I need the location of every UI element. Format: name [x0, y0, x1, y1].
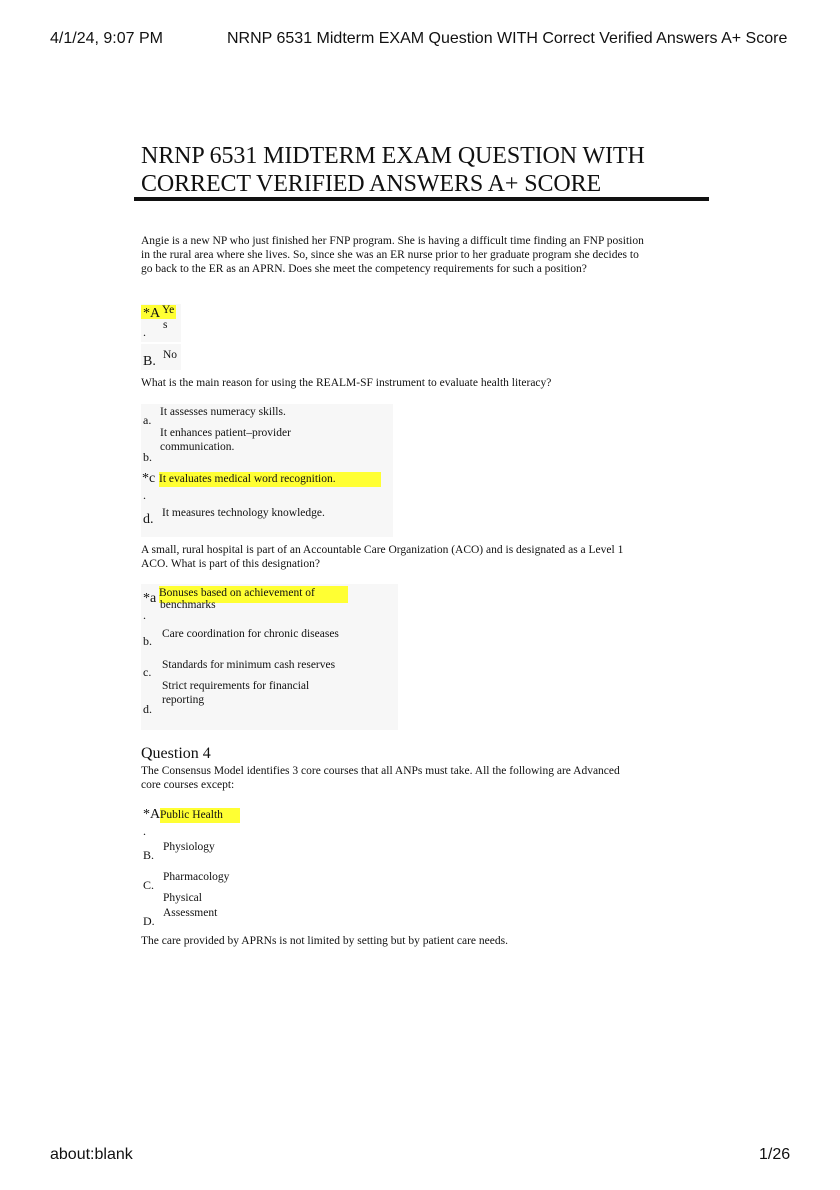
question-4-option-d-text: Physical	[163, 892, 202, 904]
question-3-option-d-text-cont: reporting	[162, 694, 205, 706]
question-2-text: What is the main reason for using the REALM-SF instrument to evaluate health literacy?	[141, 377, 552, 389]
question-2-option-a-marker: a.	[143, 413, 152, 427]
question-2-option-b-text-cont: communication.	[160, 441, 235, 453]
question-4-option-c-marker: C.	[143, 878, 155, 892]
question-1-option-a-text-cont: s	[163, 319, 168, 331]
question-4-option-a-marker: *A	[143, 807, 161, 822]
print-document-title: NRNP 6531 Midterm EXAM Question WITH Correct Verified Answers A+ Score	[227, 30, 788, 47]
question-2-option-a-text: It assesses numeracy skills.	[160, 406, 286, 418]
question-5-text: The care provided by APRNs is not limited by setting but by patient care needs.	[141, 935, 508, 947]
question-4-option-b-marker: B.	[143, 848, 155, 862]
question-3-option-c-text: Standards for minimum cash reserves	[162, 659, 336, 671]
question-4-option-d-marker: D.	[143, 914, 155, 928]
question-3-option-a-text: Bonuses based on achievement of	[159, 586, 348, 603]
page-title-line-1: NRNP 6531 MIDTERM EXAM QUESTION WITH	[141, 143, 645, 169]
question-3-option-a-dot: .	[143, 608, 146, 622]
question-4-text: The Consensus Model identifies 3 core courses that all ANPs must take. All the following are Advanced core courses except:	[141, 765, 620, 791]
question-1-option-b-marker: B.	[143, 354, 156, 369]
page-number: 1/26	[759, 1146, 791, 1163]
question-1-text: Angie is a new NP who just finished her FNP program. She is having a difficult time finding an FNP position in the rural area where she lives. So, since she was an ER nurse prior to her graduate program she decides to go back to the ER as an APRN. Does she meet the competency requirements for such a position?	[141, 235, 644, 275]
question-3-option-a-marker: *a	[143, 591, 157, 606]
question-2-option-b-text: It enhances patient–provider	[160, 427, 291, 439]
question-2-option-b-marker: b.	[143, 450, 152, 464]
question-3-option-c-marker: c.	[143, 665, 152, 679]
print-url: about:blank	[50, 1146, 133, 1163]
question-2-option-d-text: It measures technology knowledge.	[162, 507, 325, 519]
question-2-option-d-marker: d.	[143, 512, 154, 527]
question-3-option-b-marker: b.	[143, 634, 152, 648]
question-4-option-a-text: Public Health	[160, 808, 240, 823]
question-3-option-a-text-cont: benchmarks	[160, 599, 216, 611]
question-3-option-b-text: Care coordination for chronic diseases	[162, 628, 339, 640]
page-title-line-2: CORRECT VERIFIED ANSWERS A+ SCORE	[141, 171, 602, 197]
print-datetime: 4/1/24, 9:07 PM	[50, 30, 163, 47]
question-2-option-c-dot: .	[143, 488, 146, 502]
question-1-option-a-marker: *A	[143, 306, 161, 321]
question-1-option-a-text: Ye	[162, 304, 175, 316]
question-4-option-a-dot: .	[143, 824, 146, 838]
question-1-option-a-dot: .	[143, 325, 146, 339]
question-4-heading: Question 4	[141, 745, 211, 762]
question-3-text: A small, rural hospital is part of an Accountable Care Organization (ACO) and is designated as a Level 1 ACO. What is part of this designation?	[141, 544, 624, 570]
question-4-option-d-text-cont: Assessment	[163, 907, 218, 919]
title-underline	[134, 197, 709, 201]
question-4-option-b-text: Physiology	[163, 841, 215, 853]
question-2-option-c-text: It evaluates medical word recognition.	[159, 472, 381, 487]
question-3-option-d-marker: d.	[143, 702, 152, 716]
question-2-option-c-marker: *c	[142, 471, 156, 486]
question-3-option-d-text: Strict requirements for financial	[162, 680, 310, 692]
question-1-option-b-text: No	[163, 349, 178, 361]
question-4-option-c-text: Pharmacology	[163, 871, 230, 883]
page-title	[141, 142, 721, 198]
